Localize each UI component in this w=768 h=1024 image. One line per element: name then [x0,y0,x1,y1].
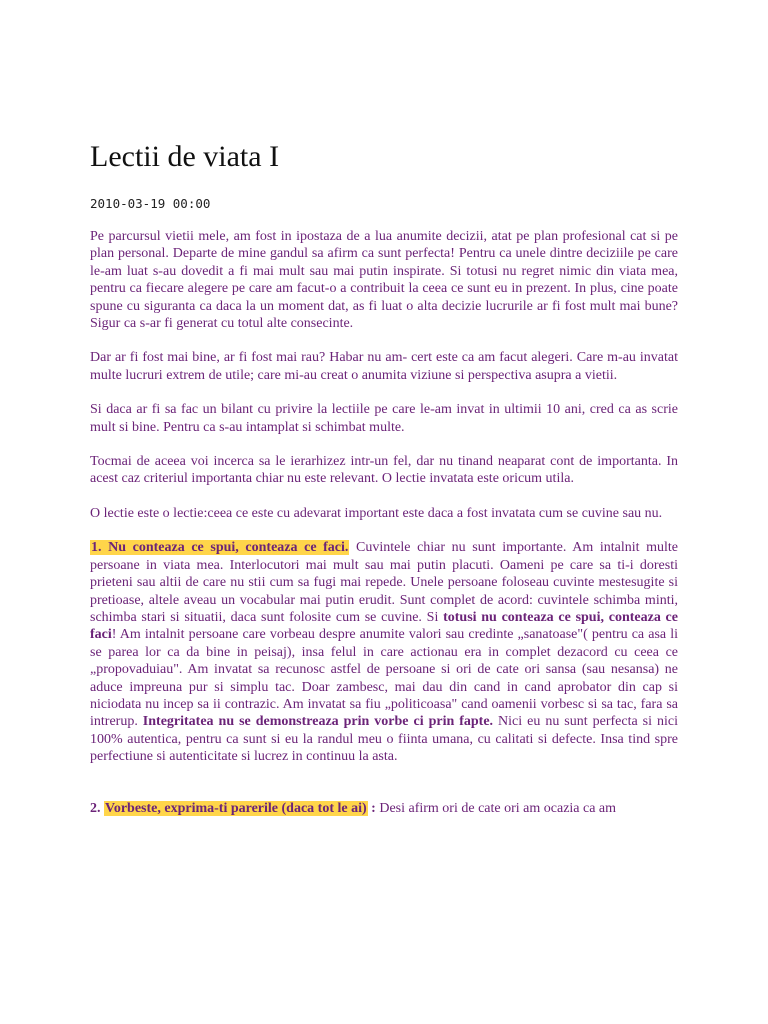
section-2-title: Vorbeste, exprima-ti parerile (daca tot le ai) [105,800,367,816]
section-2-number: 2. [90,800,101,816]
paragraph-4: Tocmai de aceea voi incerca sa le ierarhizez intr-un fel, dar nu tinand neaparat cont de importanta. In acest caz criteriul importanta chiar nu este relevant. O lectie invatata este oricum utila. [90,454,678,487]
publish-date: 2010-03-19 00:00 [90,196,211,211]
section-2-colon: : [367,800,376,816]
section-1-title: Nu conteaza ce spui, conteaza ce faci. [108,540,349,556]
paragraph-2: Dar ar fi fost mai bine, ar fi fost mai rau? Habar nu am- cert este ca am facut alegeri. Care m-au invatat multe lucruri extrem de utile; care mi-au creat o anumita viziune si perspectiva asupra a vietii. [90,350,678,383]
paragraph-3: Si daca ar fi sa fac un bilant cu privire la lectiile pe care le-am invat in ultimii 10 ani, cred ca as scrie mult si bine. Pentru ca s-au intamplat si schimbat multe. [90,402,678,435]
section-1-heading [90,540,349,555]
section-1-number: 1. [91,540,102,556]
document-title: Lectii de viata I [90,140,280,173]
section-1-text-a: Cuvintele chiar nu sunt importante. Am intalnit multe persoane in viata mea. Interlocutori mai mult sau mai putin placuti. Oameni pe care sa ti-i doresti prieteni sau altii de care nu stii cum sa fugi mai repede. Unele persoane foloseau cuvinte mestesugite si pretioase, altele aveau un vocabular mai putin erudit. Sunt complet de acord: cuvintele schimba minti, schimba stari si situatii, daca sunt folosite cum se cuvine. Si [90,540,679,625]
section-1-emphasis-a: totusi nu conteaza ce spui, conteaza ce faci [90,609,678,643]
section-2-text-a: Desi afirm ori de cate ori am ocazia ca am [375,800,617,816]
section-1-text-b: ! Am intalnit persoane care vorbeau despre anumite valori sau credinte „sanatoase"( pentru ca asa li se parea lor ca da bine in peisaj), insa felul in care actionau era in complet dezacord cu ceea ce „propovaduiau". Am invatat sa recunosc astfel de persoane si ori de cate ori sansa (sau nesansa) ne aduce impreuna pur si simplu tac. Doar zambesc, mai dau din cand in cand aprobator din cap si niciodata nu incep sa ii contrazic. Am invatat sa fiu „politicoasa" cand oamenii vorbesc si sa tac, fara sa intrerup. [90,627,678,730]
paragraph-5: O lectie este o lectie:ceea ce este cu adevarat important este daca a fost invatata cum se cuvine sau nu. [90,505,663,521]
section-2 [90,800,678,817]
section-1 [90,539,678,765]
paragraph-intro: Pe parcursul vietii mele, am fost in ipostaza de a lua anumite decizii, atat pe plan profesional cat si pe plan personal. Departe de mine gandul sa afirm ca sunt perfecta! Pentru ca unele dintre deciziile pe care le-am luat s-au dovedit a fi mai mult sau mai putin inspirate. Si totusi nu regret nimic din viata mea, pentru ca fiecare alegere pe care am facut-o a contribuit la ceea ce sunt eu in prezent. In plus, cine poate spune cu siguranta ca daca la un moment dat, as fi luat o alta decizie lucrurile ar fi fost mult mai bune? Sigur ca s-ar fi generat cu totul alte consecinte. [90,229,678,332]
section-1-emphasis-b: Integritatea nu se demonstreaza prin vorbe ci prin fapte. [142,714,494,730]
section-1-text-c: Nici eu nu sunt perfecta si nici 100% autentica, pentru ca sunt si eu la randul meu o fiinta umana, cu calitati si defecte. Insa tind spre perfectiune si autenticitate si lucrez in continuu la asta. [90,714,678,765]
article-body [90,228,678,834]
